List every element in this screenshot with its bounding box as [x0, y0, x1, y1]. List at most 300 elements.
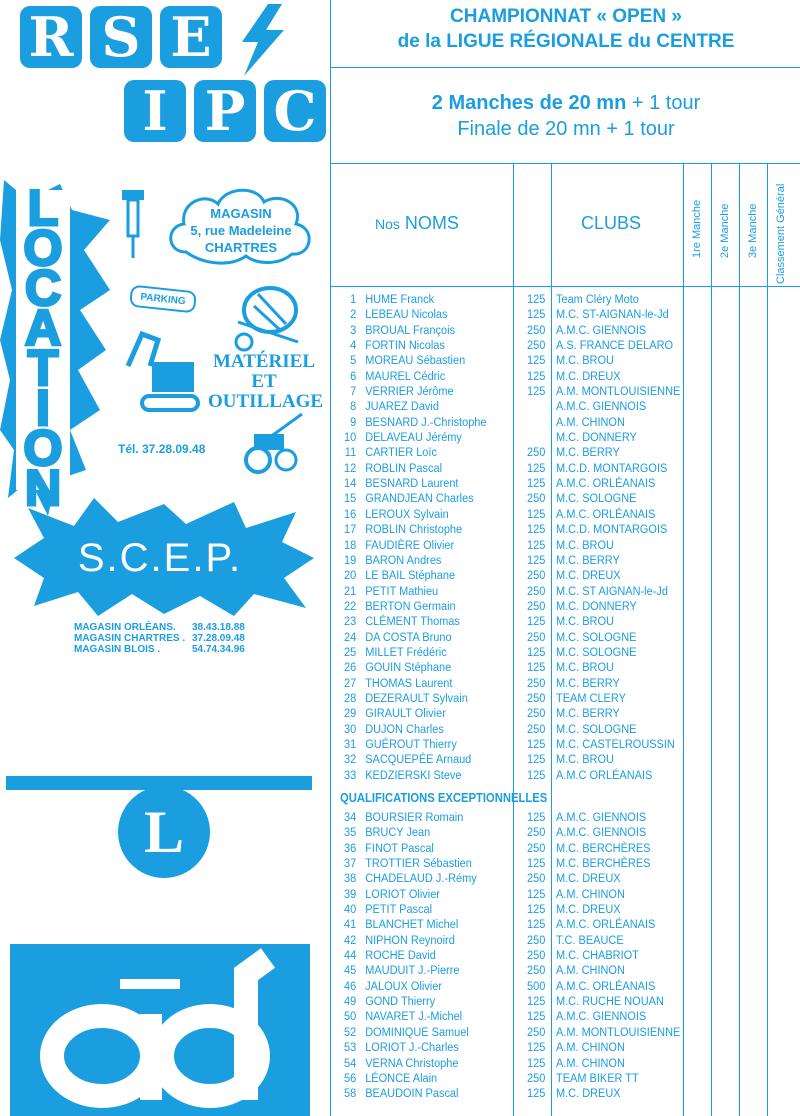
rider-row [331, 737, 754, 752]
rider-number: 53 [343, 1040, 357, 1055]
materiel-outillage [208, 351, 324, 412]
rider-name: BOURSIER Romain [365, 810, 464, 824]
rider-row [331, 476, 754, 491]
rider-club: M.C. BROU [556, 353, 614, 368]
ad-logo [10, 944, 310, 1116]
rider-row [331, 1086, 754, 1101]
rider-name: ROCHE David [365, 948, 436, 963]
manches-bold: 2 Manches de 20 mn [431, 92, 627, 114]
rider-club: A.M.C ORLÉANAIS [556, 767, 653, 782]
rider-name: LE BAIL Stéphane [365, 568, 456, 583]
rider-cc: 250 [527, 338, 546, 353]
location-letter: I [36, 380, 50, 436]
rider-cc: 125 [527, 752, 546, 767]
rider-club: A.M.C. GIENNOIS [556, 322, 647, 337]
rider-row [331, 676, 754, 691]
rider-club: A.M.C. GIENNOIS [556, 1009, 647, 1024]
rider-row [331, 1025, 754, 1040]
rider-name: TROTTIER Sébastien [365, 856, 472, 871]
scep-logo-text: S.C.E.P. [77, 536, 243, 580]
rider-row [331, 810, 754, 825]
magasin-phone: 38.43.18.88 [192, 622, 245, 633]
manches-rest: + 1 tour [626, 92, 701, 114]
rider-number: 25 [343, 644, 357, 659]
column-header-clubs: CLUBS [581, 213, 642, 233]
rider-name: LORIOT Olivier [365, 886, 440, 901]
rider-name: VERRIER Jérôme [365, 384, 454, 399]
rider-name: GIRAULT Olivier [365, 706, 446, 721]
rider-cc: 125 [527, 856, 546, 871]
rider-number: 23 [343, 614, 357, 629]
rider-name: MOREAU Sébastien [365, 353, 466, 368]
rider-club: A.M.C. GIENNOIS [556, 399, 647, 414]
rider-row [331, 979, 754, 994]
rider-cc: 125 [527, 537, 546, 552]
rider-club: A.M. CHINON [556, 414, 625, 429]
rider-name: KEDZIERSKI Steve [365, 767, 462, 782]
rider-club: A.M. CHINON [556, 1055, 625, 1070]
rse-letter-e: E [160, 6, 222, 68]
rider-name: GRANDJEAN Charles [365, 491, 474, 506]
rider-cc: 125 [527, 292, 546, 306]
rider-row [331, 338, 754, 353]
rider-number: 14 [343, 476, 357, 491]
rider-number: 36 [343, 840, 357, 855]
rider-cc: 125 [527, 460, 546, 475]
rider-name: DOMINIQUE Samuel [365, 1024, 469, 1039]
rider-cc: 125 [527, 614, 546, 629]
jackhammer-icon [118, 190, 148, 260]
rider-cc: 125 [527, 1040, 546, 1055]
rider-cc: 250 [527, 1070, 546, 1085]
svg-text:ad: ad [160, 974, 162, 975]
rider-cc: 125 [527, 886, 546, 901]
rider-number: 7 [350, 384, 357, 399]
rider-row [331, 522, 754, 537]
rider-number: 42 [343, 932, 357, 947]
rider-club: M.C. BROU [556, 752, 614, 767]
finale-line: Finale de 20 mn + 1 tour [457, 118, 675, 140]
race-format [331, 68, 800, 164]
rider-club: M.C. BROU [556, 614, 614, 629]
rider-cc: 250 [527, 1024, 546, 1039]
rider-number: 9 [350, 414, 357, 429]
rider-cc: 250 [527, 322, 546, 337]
rider-row [331, 887, 754, 902]
rider-cc: 250 [527, 583, 546, 598]
materiel-line3: OUTILLAGE [208, 391, 324, 412]
magasin-row [74, 644, 245, 655]
rider-number: 45 [343, 963, 357, 978]
magasin-row [74, 633, 245, 644]
rider-row [331, 507, 754, 522]
rider-number: 27 [343, 675, 357, 690]
materiel-line2: ET [251, 371, 277, 392]
rider-row [331, 856, 754, 871]
rider-cc: 250 [527, 629, 546, 644]
rider-club: M.C. SOLOGNE [556, 629, 637, 644]
l-logo-circle: L [118, 786, 210, 878]
rider-name: CARTIER Loïc [365, 445, 437, 460]
rider-cc: 250 [527, 598, 546, 613]
rider-club: A.M.C. ORLÉANAIS [556, 978, 656, 993]
rider-row [331, 660, 754, 675]
rider-name: ROBLIN Pascal [365, 460, 443, 475]
rider-number: 50 [343, 1009, 357, 1024]
rider-club: A.M.C. ORLÉANAIS [556, 506, 656, 521]
rider-row [331, 706, 754, 721]
magasin-title: MAGASIN [210, 206, 272, 221]
rider-number: 29 [343, 706, 357, 721]
rider-name: CLÉMENT Thomas [365, 614, 460, 629]
rider-cc: 250 [527, 948, 546, 963]
rider-name: ROBLIN Christophe [365, 522, 463, 537]
rider-club: M.C. BERRY [556, 445, 620, 460]
magasin-phone: 54.74.34.96 [192, 644, 245, 655]
rider-name: THOMAS Laurent [365, 675, 453, 690]
rider-row [331, 614, 754, 629]
rider-club: T.C. BEAUCE [556, 932, 624, 947]
rider-name: FAUDIÈRE Olivier [365, 537, 455, 552]
location-letter: N [24, 460, 62, 516]
rider-cc: 125 [527, 384, 546, 399]
ipc-letter-p: P [194, 80, 256, 142]
rider-number: 3 [350, 322, 357, 337]
rider-number: 30 [343, 721, 357, 736]
championship-header [331, 0, 800, 68]
parking-sign: PARKING [129, 285, 197, 314]
rider-cc: 125 [527, 368, 546, 383]
rider-row [331, 752, 754, 767]
rider-name: NIPHON Reynoird [365, 932, 455, 947]
rider-number: 38 [343, 871, 357, 886]
rider-club: M.C. SOLOGNE [556, 491, 637, 506]
rider-number: 54 [343, 1055, 357, 1070]
magasin-name: MAGASIN CHARTRES . [74, 633, 186, 644]
rider-cc: 125 [527, 917, 546, 932]
rider-club: A.M. CHINON [556, 963, 625, 978]
rider-name: DELAVEAU Jérémy [365, 430, 462, 445]
rider-cc: 250 [527, 963, 546, 978]
rider-name: LEROUX Sylvain [365, 506, 449, 521]
rider-number: 12 [343, 460, 357, 475]
magasin-name: MAGASIN ORLÉANS. [74, 622, 176, 633]
rider-number: 15 [343, 491, 357, 506]
rider-name: PETIT Mathieu [365, 583, 439, 598]
rider-row [331, 963, 754, 978]
rider-number: 41 [343, 917, 357, 932]
location-letter: O [23, 220, 63, 276]
rider-row [331, 491, 754, 506]
rider-row [331, 691, 754, 706]
rider-club: TEAM CLERY [556, 690, 626, 705]
rider-number: 49 [343, 994, 357, 1009]
rider-number: 2 [350, 307, 357, 322]
rider-cc: 125 [527, 476, 546, 491]
rider-row [331, 599, 754, 614]
rider-cc: 250 [527, 675, 546, 690]
rider-number: 5 [350, 353, 357, 368]
ipc-letter-i: I [124, 80, 186, 142]
rider-cc: 125 [527, 1055, 546, 1070]
rider-row [331, 353, 754, 368]
location-vertical-text [8, 180, 78, 516]
rider-cc: 250 [527, 932, 546, 947]
rider-number: 31 [343, 736, 357, 751]
rider-row [331, 645, 754, 660]
rse-letter-r: R [20, 6, 82, 68]
rider-name: BLANCHET Michel [365, 917, 459, 932]
rider-cc: 250 [527, 840, 546, 855]
rider-club: M.C. BERRY [556, 552, 620, 567]
location-letter: O [23, 420, 63, 476]
rider-number: 52 [343, 1024, 357, 1039]
rider-row [331, 415, 754, 430]
rider-cc: 125 [527, 902, 546, 917]
location-letter: T [27, 340, 59, 396]
rider-number: 26 [343, 660, 357, 675]
rider-number: 58 [343, 1086, 357, 1101]
rider-cc: 125 [527, 307, 546, 322]
rider-club: M.C. CASTELROUSSIN [556, 736, 675, 751]
rider-number: 34 [343, 810, 357, 824]
rider-club: M.C. BROU [556, 537, 614, 552]
rider-club: TEAM BIKER TT [556, 1070, 639, 1085]
column-header-classement: Classement Général [775, 183, 787, 284]
nos-label: Nos [375, 216, 400, 232]
rider-club: M.C. DREUX [556, 1086, 621, 1101]
rider-club: A.M. MONTLOUISIENNE [556, 1024, 681, 1039]
rider-row [331, 917, 754, 932]
rider-cc: 125 [527, 1086, 546, 1101]
rider-cc: 250 [527, 721, 546, 736]
rider-row [331, 768, 754, 783]
rider-row [331, 584, 754, 599]
materiel-line1: MATÉRIEL [212, 351, 316, 372]
rider-name: GOUIN Stéphane [365, 660, 452, 675]
rider-club: M.C. BERCHÈRES [556, 856, 651, 871]
rider-name: GUÉROUT Thierry [365, 736, 457, 751]
rider-club: A.S. FRANCE DELARO [556, 338, 674, 353]
rider-club: M.C. ST-AIGNAN-le-Jd [556, 307, 669, 322]
rider-name: FINOT Pascal [365, 840, 434, 855]
concrete-mixer-icon [228, 282, 308, 352]
rider-row [331, 722, 754, 737]
rider-cc: 500 [527, 978, 546, 993]
rider-club: M.C. DREUX [556, 871, 621, 886]
rider-name: BEAUDOIN Pascal [365, 1086, 459, 1101]
column-header-noms [375, 213, 459, 234]
rider-cc: 125 [527, 522, 546, 537]
manches-line [331, 90, 800, 116]
rider-row [331, 841, 754, 856]
excavator-icon [122, 326, 202, 420]
location-letter: A [24, 300, 62, 356]
rider-number: 22 [343, 598, 357, 613]
lightning-bolt-icon [232, 4, 292, 76]
column-header-manche2: 2e Manche [719, 203, 731, 258]
rider-number: 24 [343, 629, 357, 644]
rider-number: 8 [350, 399, 357, 414]
rider-number: 44 [343, 948, 357, 963]
rider-row [331, 369, 754, 384]
tiller-icon [236, 410, 316, 476]
magasins-list [74, 622, 245, 655]
magasin-city: CHARTRES [204, 240, 278, 255]
column-header-manche3: 3e Manche [747, 203, 759, 258]
rider-cc: 250 [527, 690, 546, 705]
rider-cc [516, 430, 556, 445]
rider-number: 17 [343, 522, 357, 537]
rider-row [331, 430, 754, 445]
rider-name: PETIT Pascal [365, 902, 433, 917]
rider-club: A.M. CHINON [556, 886, 625, 901]
rider-cc: 125 [527, 810, 546, 824]
rider-number: 33 [343, 767, 357, 782]
rider-name: GOND Thierry [365, 994, 436, 1009]
ipc-letter-c: C [264, 80, 326, 142]
rider-number: 1 [350, 292, 357, 306]
rider-number: 35 [343, 825, 357, 840]
header-divider [331, 286, 800, 287]
rider-cc: 125 [527, 353, 546, 368]
rider-name: MAUDUIT J.-Pierre [365, 963, 460, 978]
rider-number: 20 [343, 568, 357, 583]
rider-number: 28 [343, 690, 357, 705]
rider-name: MAUREL Cédric [365, 368, 446, 383]
rider-club: M.C. DREUX [556, 368, 621, 383]
rider-club: M.C. BROU [556, 660, 614, 675]
rider-club: M.C. DREUX [556, 568, 621, 583]
championship-title: CHAMPIONNAT « OPEN » [450, 6, 682, 27]
rider-cc: 125 [527, 644, 546, 659]
rider-club: M.C. CHABRIOT [556, 948, 639, 963]
rider-cc: 125 [527, 552, 546, 567]
rider-row [331, 1056, 754, 1071]
rider-cc [516, 415, 556, 430]
rider-name: BESNARD J.-Christophe [365, 414, 487, 429]
rider-club: A.M.C. ORLÉANAIS [556, 917, 656, 932]
rider-name: MILLET Frédéric [365, 644, 447, 659]
rider-row [331, 902, 754, 917]
rider-club: A.M. CHINON [556, 1040, 625, 1055]
rider-club: M.C. SOLOGNE [556, 644, 637, 659]
rider-club: M.C. BERRY [556, 675, 620, 690]
location-letter: L [27, 180, 59, 236]
rider-number: 4 [350, 338, 357, 353]
rider-row [331, 384, 754, 399]
magasin-phone: 37.28.09.48 [192, 633, 245, 644]
rider-club: M.C. BERCHÈRES [556, 840, 651, 855]
rider-number: 16 [343, 506, 357, 521]
rider-name: BRUCY Jean [365, 825, 431, 840]
rider-row [331, 568, 754, 583]
rider-name: HUME Franck [365, 292, 435, 306]
rider-number: 6 [350, 368, 357, 383]
rider-row [331, 630, 754, 645]
rider-name: DA COSTA Bruno [365, 629, 452, 644]
rider-club: M.C. RUCHE NOUAN [556, 994, 664, 1009]
rider-name: VERNA Christophe [365, 1055, 459, 1070]
rider-row [331, 933, 754, 948]
rider-row [331, 825, 754, 840]
section-title-qualifications: QUALIFICATIONS EXCEPTIONNELLES [340, 791, 548, 805]
rider-row [331, 307, 754, 322]
rider-row [331, 461, 754, 476]
rider-cc: 125 [527, 1009, 546, 1024]
championship-subtitle: de la LIGUE RÉGIONALE du CENTRE [397, 31, 735, 52]
rider-row [331, 948, 754, 963]
magasin-name: MAGASIN BLOIS . [74, 644, 161, 655]
rider-cc: 125 [527, 506, 546, 521]
rider-club: A.M.C. ORLÉANAIS [556, 476, 656, 491]
riders-table [331, 292, 800, 1102]
rider-club: Team Cléry Moto [556, 292, 639, 306]
rider-row [331, 445, 754, 460]
rider-cc: 125 [527, 660, 546, 675]
rider-row [331, 1040, 754, 1055]
rider-row [331, 323, 754, 338]
rider-row [331, 553, 754, 568]
rider-row [331, 1009, 754, 1024]
rider-name: JALOUX Olivier [365, 978, 443, 993]
rider-cc: 125 [527, 767, 546, 782]
rider-name: LÉONCE Alain [365, 1070, 438, 1085]
rider-name: BERTON Germain [365, 598, 456, 613]
rider-club: M.C. ST AIGNAN-le-Jd [556, 583, 668, 598]
rider-club: A.M.C. GIENNOIS [556, 825, 647, 840]
rider-name: CHADELAUD J.-Rémy [365, 871, 477, 886]
rider-name: JUAREZ David [365, 399, 439, 414]
rider-cc: 250 [527, 491, 546, 506]
rider-club: M.C.D. MONTARGOIS [556, 460, 668, 475]
rider-number: 19 [343, 552, 357, 567]
rider-name: FORTIN Nicolas [365, 338, 445, 353]
rider-number: 18 [343, 537, 357, 552]
rider-row [331, 538, 754, 553]
rider-club: M.C. DONNERY [556, 430, 637, 445]
rider-name: BARON Andres [365, 552, 442, 567]
rider-club: M.C. SOLOGNE [556, 721, 637, 736]
rider-name: DUJON Charles [365, 721, 444, 736]
rider-cc: 125 [527, 994, 546, 1009]
rider-number: 37 [343, 856, 357, 871]
rider-number: 46 [343, 978, 357, 993]
rider-name: DEZERAULT Sylvain [365, 690, 468, 705]
rider-name: LORIOT J.-Charles [365, 1040, 459, 1055]
rider-cc [516, 399, 556, 414]
rider-name: BESNARD Laurent [365, 476, 459, 491]
rider-number: 39 [343, 886, 357, 901]
rider-row [331, 399, 754, 414]
rider-number: 56 [343, 1070, 357, 1085]
rider-row [331, 871, 754, 886]
ads-column [0, 0, 330, 1116]
rider-row [331, 292, 754, 307]
rider-name: NAVARET J.-Michel [365, 1009, 463, 1024]
magasin-street: 5, rue Madeleine [190, 223, 292, 238]
rider-cc: 250 [527, 706, 546, 721]
rider-club: M.C. BERRY [556, 706, 620, 721]
rider-cc: 250 [527, 871, 546, 886]
rider-name: BROUAL François [365, 322, 456, 337]
rider-name: SACQUEPÉE Arnaud [365, 752, 472, 767]
rider-number: 21 [343, 583, 357, 598]
rider-number: 10 [343, 430, 357, 445]
magasin-address [166, 205, 316, 256]
location-letter: C [24, 260, 62, 316]
rider-club: M.C.D. MONTARGOIS [556, 522, 668, 537]
